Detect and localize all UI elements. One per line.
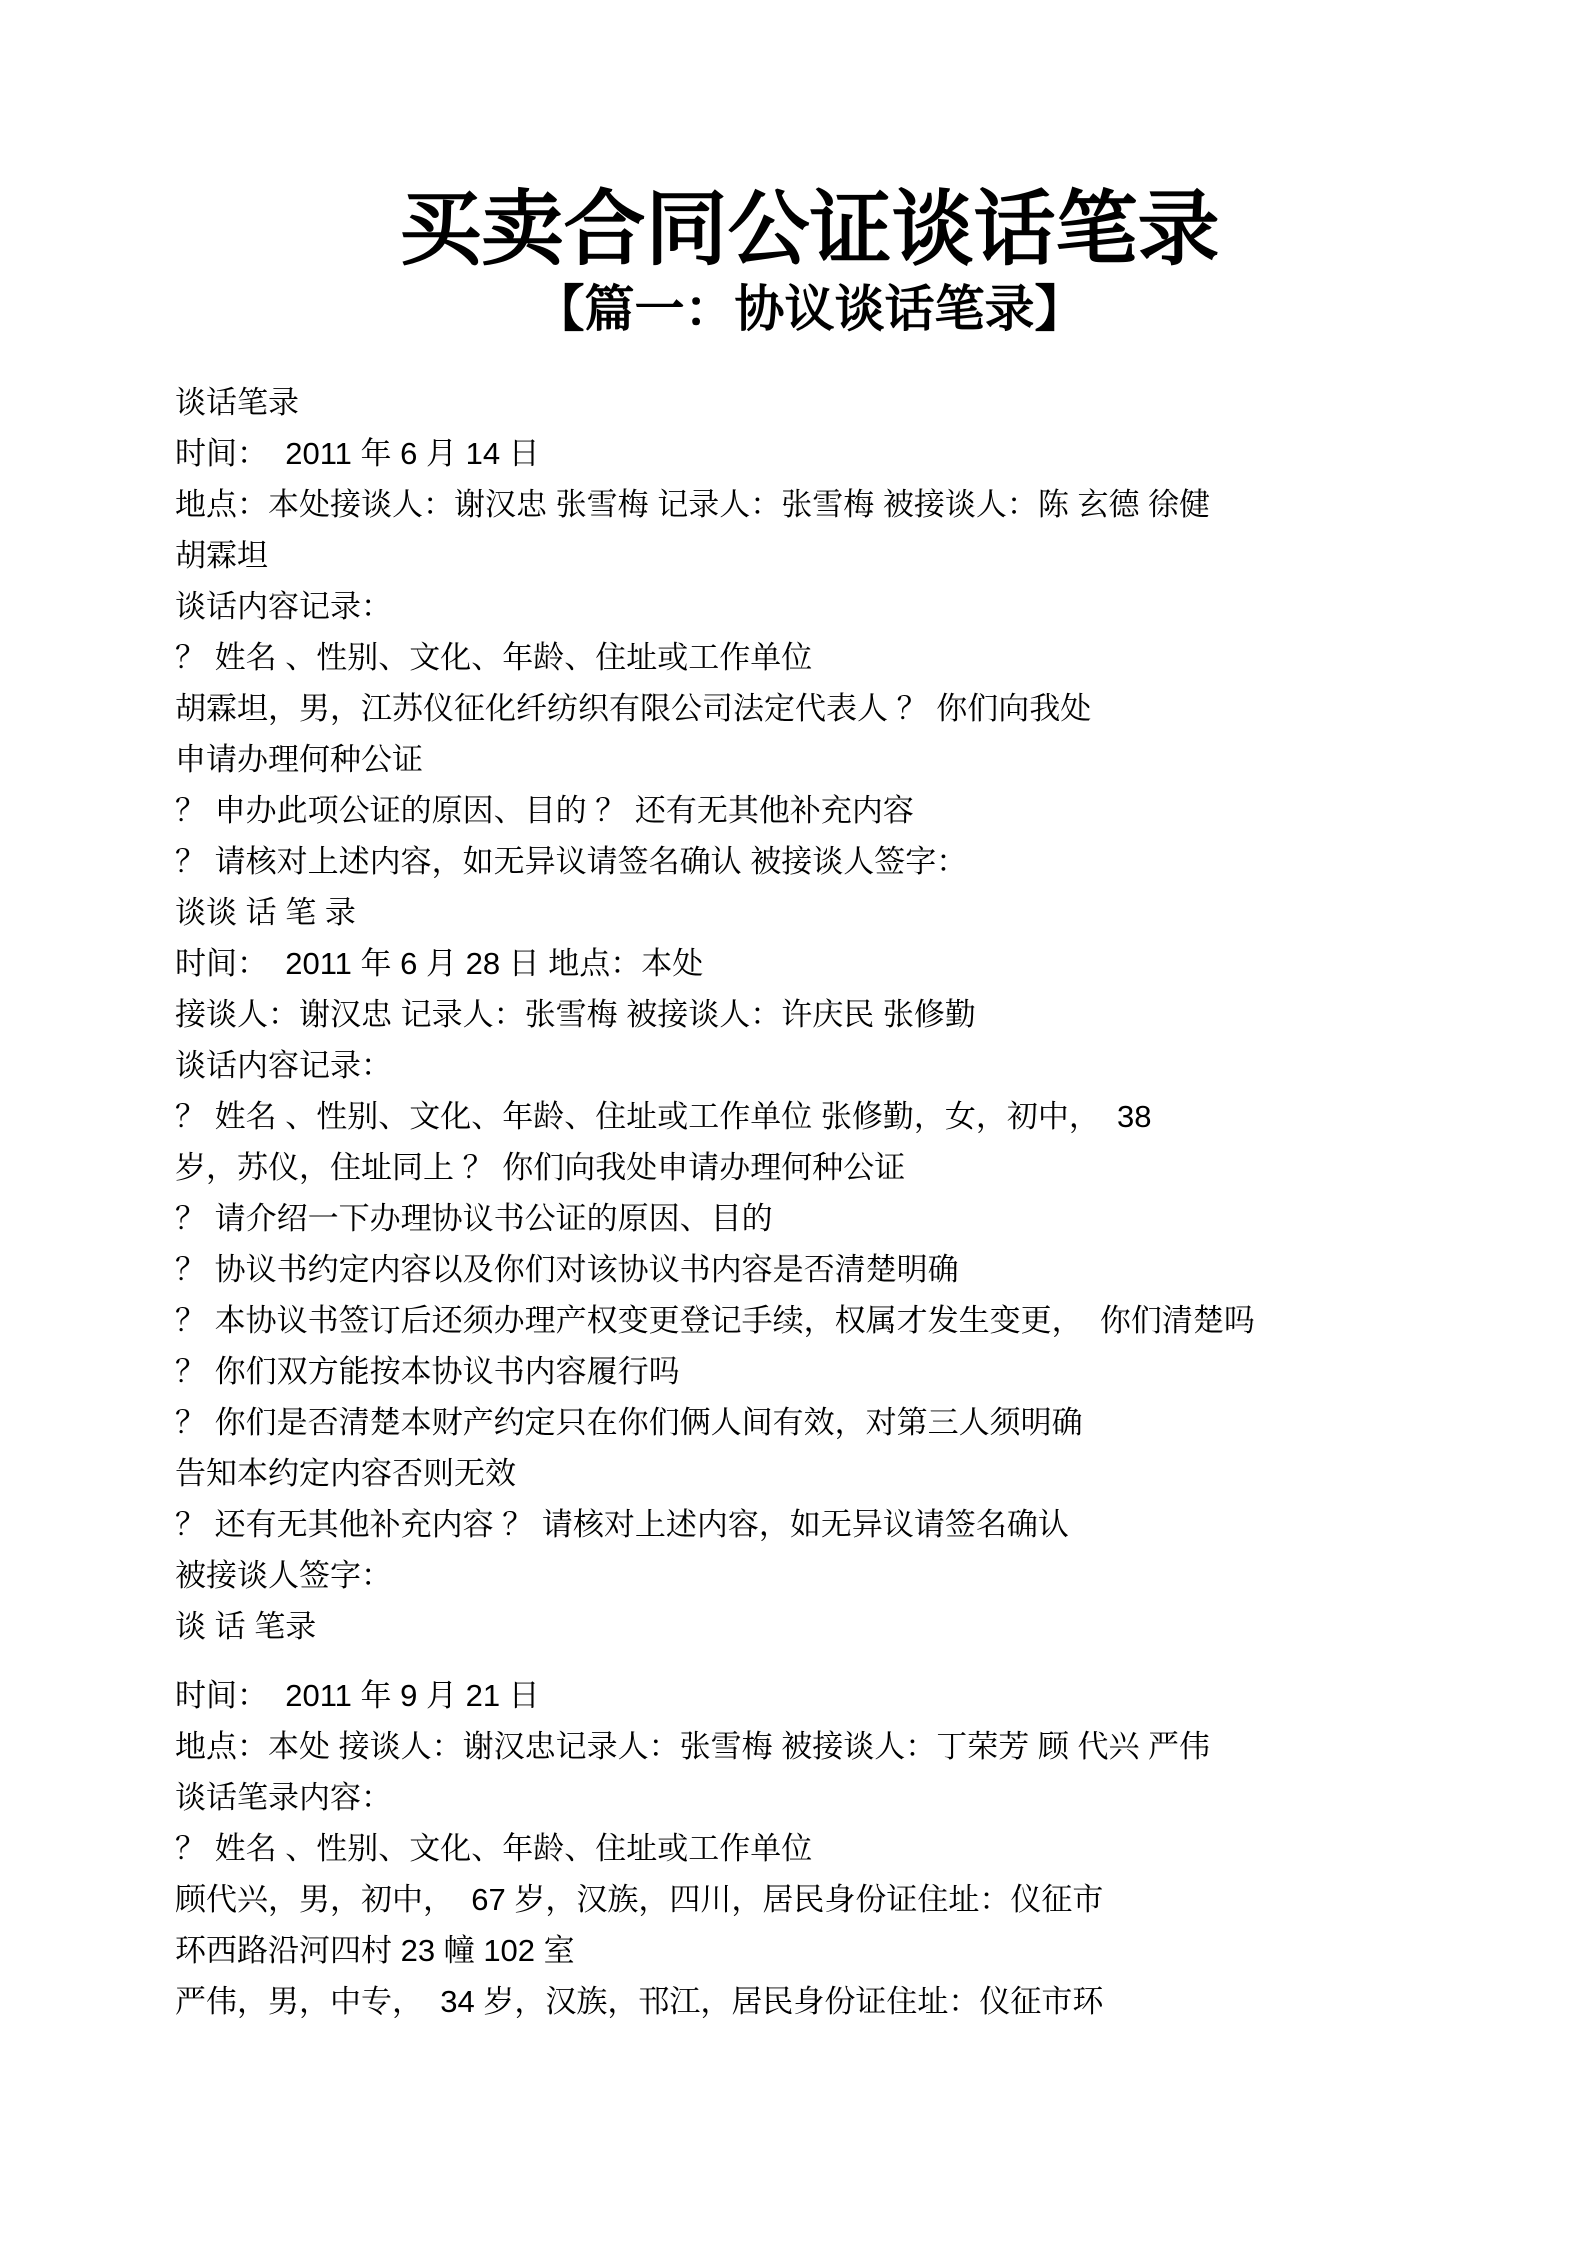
document-line: 谈谈 话 笔 录: [175, 894, 356, 930]
document-line: ？ 请核对上述内容，如无异议请签名确认 被接谈人签字：: [175, 843, 968, 879]
document-line: 被接谈人签字：: [175, 1557, 392, 1593]
document-line: 谈话内容记录：: [175, 588, 392, 624]
document-line: 申请办理何种公证: [175, 741, 423, 777]
document-line: 谈话内容记录：: [175, 1047, 392, 1083]
document-line: 环西路沿河四村 23 幢 102 室: [175, 1932, 575, 1968]
document-line: ？ 姓名 、性别、文化、年龄、住址或工作单位: [175, 639, 813, 675]
document-line: 顾代兴，男，初中， 67 岁，汉族，四川，居民身份证住址：仪征市: [175, 1881, 1104, 1917]
document-body: [175, 377, 1444, 2027]
document-line: 谈话笔录: [175, 384, 299, 420]
document-line: ？ 姓名 、性别、文化、年龄、住址或工作单位 张修勤，女，初中， 38: [175, 1098, 1152, 1134]
document-line: 严伟，男，中专， 34 岁，汉族，邗江，居民身份证住址：仪征市环: [175, 1983, 1104, 2019]
document-line: ？ 你们双方能按本协议书内容履行吗: [175, 1353, 680, 1389]
document-line: 地点：本处 接谈人：谢汉忠记录人：张雪梅 被接谈人：丁荣芳 顾 代兴 严伟: [175, 1728, 1211, 1764]
document-line: 胡霖坦: [175, 537, 268, 573]
document-line: ？ 本协议书签订后还须办理产权变更登记手续，权属才发生变更， 你们清楚吗: [175, 1302, 1255, 1338]
document-line: 时间： 2011 年 9 月 21 日: [175, 1677, 540, 1713]
document-subtitle: 【篇一：协议谈话笔录】: [534, 280, 1085, 337]
document-line: ？ 请介绍一下办理协议书公证的原因、目的: [175, 1200, 773, 1236]
document-line: 胡霖坦，男，江苏仪征化纤纺织有限公司法定代表人 ？ 你们向我处: [175, 690, 1092, 726]
document-line: 告知本约定内容否则无效: [175, 1455, 516, 1491]
document-line: 时间： 2011 年 6 月 28 日 地点：本处: [175, 945, 704, 981]
document-line: 接谈人：谢汉忠 记录人：张雪梅 被接谈人：许庆民 张修勤: [175, 996, 976, 1032]
document-line: 谈 话 笔录: [175, 1608, 317, 1644]
document-line: 时间： 2011 年 6 月 14 日: [175, 435, 540, 471]
document-line: ？ 你们是否清楚本财产约定只在你们俩人间有效，对第三人须明确: [175, 1404, 1083, 1440]
document-line: ？ 姓名 、性别、文化、年龄、住址或工作单位: [175, 1830, 813, 1866]
document-line: ？ 协议书约定内容以及你们对该协议书内容是否清楚明确: [175, 1251, 959, 1287]
document-line: 谈话笔录内容：: [175, 1779, 392, 1815]
document-title: 买卖合同公证谈话笔录: [399, 184, 1220, 275]
document-line: ？ 申办此项公证的原因、目的 ？ 还有无其他补充内容: [175, 792, 914, 828]
document-line: 岁，苏仪，住址同上 ？ 你们向我处申请办理何种公证: [175, 1149, 906, 1185]
document-line: 地点：本处接谈人：谢汉忠 张雪梅 记录人：张雪梅 被接谈人：陈 玄德 徐健: [175, 486, 1211, 522]
document-line: ？ 还有无其他补充内容 ？ 请核对上述内容，如无异议请签名确认: [175, 1506, 1069, 1542]
